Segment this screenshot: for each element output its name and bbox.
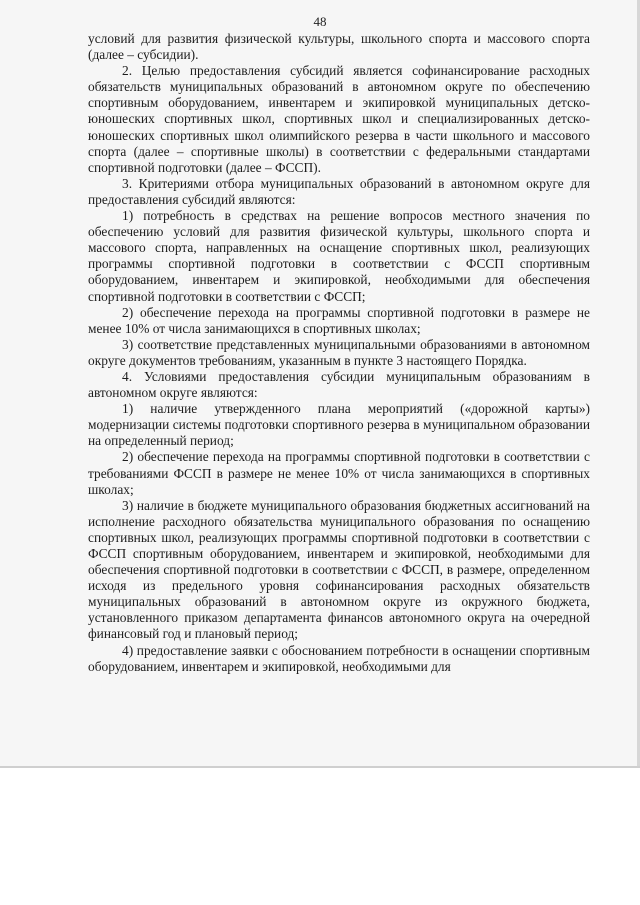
paragraph-item-4: 4. Условиями предоставления субсидии муниципальным образованиям в автономном округе являются:	[88, 368, 590, 401]
paragraph-item-3: 3. Критериями отбора муниципальных образований в автономном округе для предоставления субсидий являются:	[88, 175, 590, 207]
page-number: 48	[313, 14, 327, 29]
paragraph-item-4-4: 4) предоставление заявки с обоснованием потребности в оснащении спортивным оборудованием, инвентарем и экипировкой, необходимыми для	[88, 642, 590, 674]
paragraph-item-4-2: 2) обеспечение перехода на программы спортивной подготовки в соответствии с требованиями ФССП в размере не менее 10% от числа занимающихся в спортивных школах;	[88, 449, 590, 497]
paragraph-item-4-1: 1) наличие утвержденного плана мероприятий («дорожной карты») модернизации системы подготовки спортивного резерва в муниципальном образовании на определенный период;	[88, 401, 590, 449]
paragraph-continuation: условий для развития физической культуры, школьного спорта и массового спорта (далее – субсидии).	[88, 31, 590, 63]
paragraph-item-3-1: 1) потребность в средствах на решение вопросов местного значения по обеспечению условий для развития физической культуры, школьного спорта и массового спорта, направленных на оснащение спортивных школ, реализующих программы спортивной подготовки в соответствии с ФССП спортивным оборудованием, инвентарем и экипировкой, необходимыми для обеспечения спортивной подготовки в соответствии с ФССП;	[88, 208, 590, 304]
paragraph-item-3-2: 2) обеспечение перехода на программы спортивной подготовки в размере не менее 10% от числа занимающихся в спортивных школах;	[88, 304, 590, 336]
blank-background	[0, 768, 640, 905]
document-body	[88, 31, 590, 675]
paragraph-item-3-3: 3) соответствие представленных муниципальными образованиями в автономном округе документов требованиям, указанным в пункте 3 настоящего Порядка.	[88, 336, 590, 368]
paragraph-item-4-3: 3) наличие в бюджете муниципального образования бюджетных ассигнований на исполнение расходного обязательства муниципального образования по оснащению спортивных школ, реализующих программы спортивной подготовки в соответствии с ФССП спортивным оборудованием, инвентарем и экипировкой, необходимыми для обеспечения спортивной подготовки в соответствии с ФССП, в размере, определенном исходя из предельного уровня софинансирования расходных обязательств муниципальных образований в автономном округе из окружного бюджета, установленного приказом департамента финансов автономного округа на очередной финансовый год и плановый период;	[88, 497, 590, 642]
paragraph-item-2: 2. Целью предоставления субсидий является софинансирование расходных обязательств муниципальных образований в автономном округе по обеспечению спортивным оборудованием, инвентарем и экипировкой муниципальных детско-юношеских спортивных школ, спортивных школ и специализированных детско-юношеских спортивных школ олимпийского резерва в части школьного и массового спорта (далее – спортивные школы) в соответствии с федеральными стандартами спортивной подготовки (далее – ФССП).	[88, 63, 590, 175]
